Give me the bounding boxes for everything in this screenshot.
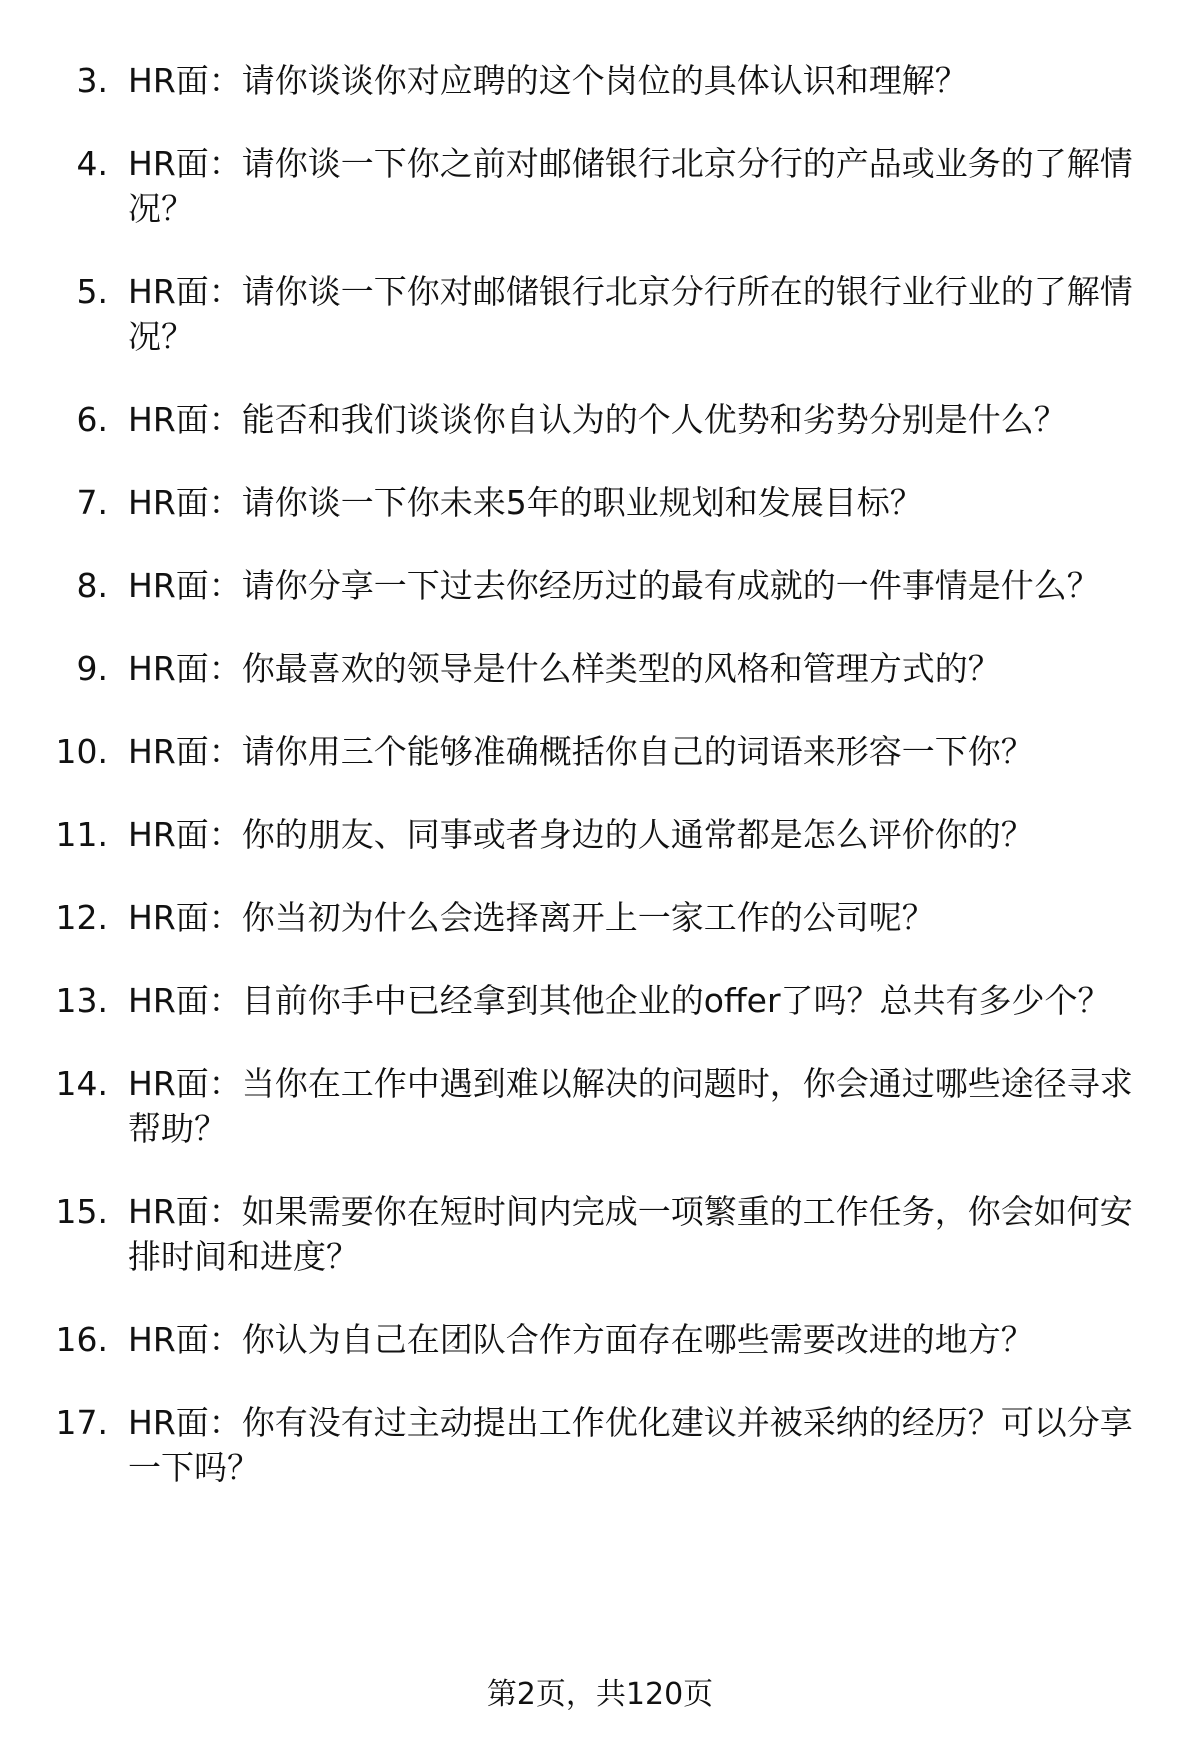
- question-number: 10.: [55, 732, 108, 771]
- question-item: [0, 58, 1200, 103]
- question-number: 8.: [76, 566, 108, 605]
- question-number: 11.: [55, 815, 108, 854]
- question-text: HR面：你当初为什么会选择离开上一家工作的公司呢？: [128, 898, 935, 937]
- question-text: HR面：你有没有过主动提出工作优化建议并被采纳的经历？可以分享一下吗？: [128, 1403, 1133, 1487]
- question-text: HR面：能否和我们谈谈你自认为的个人优势和劣势分别是什么？: [128, 400, 1067, 439]
- question-item: [0, 397, 1200, 442]
- question-item: [0, 480, 1200, 525]
- question-item: [0, 978, 1200, 1023]
- question-item: [0, 1400, 1200, 1490]
- question-item: [0, 812, 1200, 857]
- question-item: [0, 646, 1200, 691]
- question-number: 12.: [55, 898, 108, 937]
- question-item: [0, 563, 1200, 608]
- question-text: HR面：当你在工作中遇到难以解决的问题时，你会通过哪些途径寻求帮助？: [128, 1064, 1133, 1148]
- question-text: HR面：你的朋友、同事或者身边的人通常都是怎么评价你的？: [128, 815, 1034, 854]
- question-item: [0, 1189, 1200, 1279]
- question-number: 5.: [76, 272, 108, 311]
- question-item: [0, 269, 1200, 359]
- question-number: 7.: [76, 483, 108, 522]
- question-text: HR面：目前你手中已经拿到其他企业的offer了吗？总共有多少个？: [128, 981, 1111, 1020]
- question-number: 16.: [55, 1320, 108, 1359]
- question-number: 15.: [55, 1192, 108, 1231]
- question-item: [0, 729, 1200, 774]
- question-text: HR面：请你谈谈你对应聘的这个岗位的具体认识和理解？: [128, 61, 968, 100]
- question-text: HR面：请你谈一下你之前对邮储银行北京分行的产品或业务的了解情况？: [128, 144, 1133, 228]
- question-text: HR面：你最喜欢的领导是什么样类型的风格和管理方式的？: [128, 649, 1001, 688]
- question-list: [0, 58, 1200, 1528]
- question-item: [0, 1061, 1200, 1151]
- question-text: HR面：请你用三个能够准确概括你自己的词语来形容一下你？: [128, 732, 1034, 771]
- question-item: [0, 895, 1200, 940]
- question-text: HR面：你认为自己在团队合作方面存在哪些需要改进的地方？: [128, 1320, 1034, 1359]
- question-number: 17.: [55, 1403, 108, 1442]
- question-text: HR面：请你谈一下你未来5年的职业规划和发展目标？: [128, 483, 923, 522]
- question-text: HR面：请你分享一下过去你经历过的最有成就的一件事情是什么？: [128, 566, 1100, 605]
- question-number: 13.: [55, 981, 108, 1020]
- question-number: 4.: [76, 144, 108, 183]
- question-item: [0, 1317, 1200, 1362]
- question-number: 6.: [76, 400, 108, 439]
- question-text: HR面：请你谈一下你对邮储银行北京分行所在的银行业行业的了解情况？: [128, 272, 1133, 356]
- question-number: 14.: [55, 1064, 108, 1103]
- question-number: 3.: [76, 61, 108, 100]
- question-text: HR面：如果需要你在短时间内完成一项繁重的工作任务，你会如何安排时间和进度？: [128, 1192, 1133, 1276]
- question-item: [0, 141, 1200, 231]
- question-number: 9.: [76, 649, 108, 688]
- page-footer: 第2页，共120页: [486, 1677, 714, 1712]
